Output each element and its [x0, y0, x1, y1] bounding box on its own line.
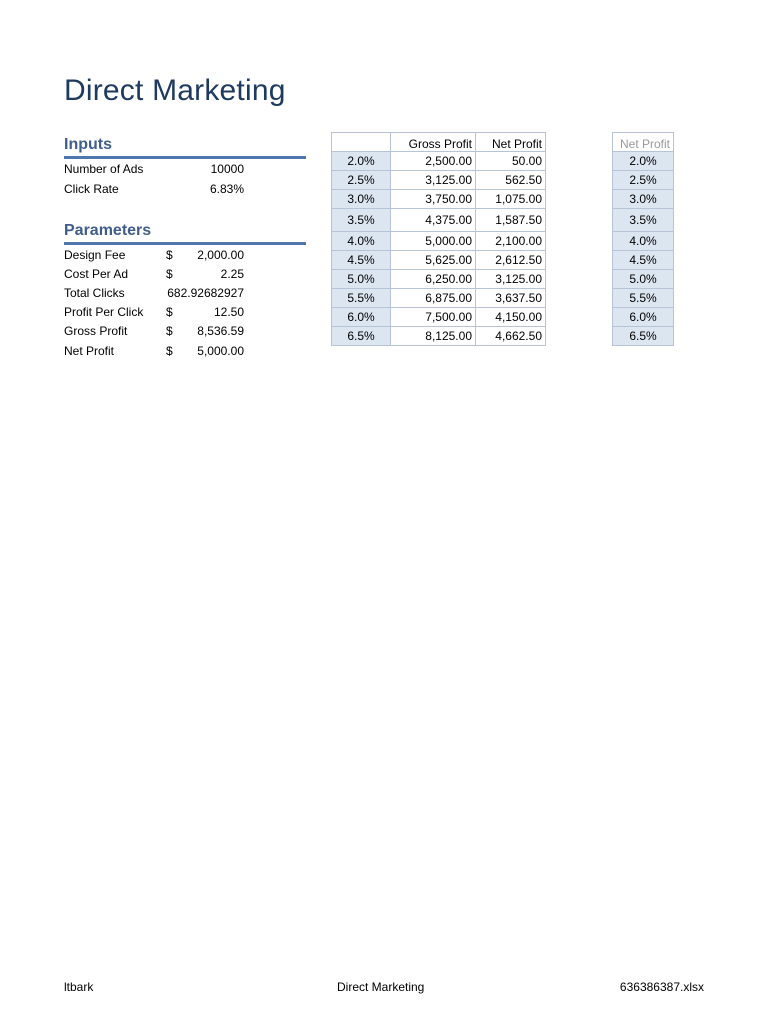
gross-profit-cell[interactable]: 6,250.00	[391, 270, 476, 289]
footer-author: ltbark	[64, 980, 94, 994]
net-profit-cell[interactable]: 3,637.50	[476, 289, 546, 308]
net-profit-cell[interactable]: 4,150.00	[476, 308, 546, 327]
currency-symbol: $	[166, 267, 173, 281]
footer-file-name: 636386387.xlsx	[619, 980, 704, 994]
side-rate-cell[interactable]: 4.0%	[613, 232, 674, 251]
table-row	[332, 308, 546, 327]
gross-profit-cell[interactable]: 4,375.00	[391, 209, 476, 232]
currency-symbol: $	[166, 324, 173, 338]
side-table-row	[613, 308, 674, 327]
side-table-row	[613, 152, 674, 171]
side-rate-cell[interactable]: 5.0%	[613, 270, 674, 289]
currency-symbol: $	[166, 305, 173, 319]
side-table-row	[613, 171, 674, 190]
param-label: Profit Per Click	[64, 305, 144, 319]
param-row-profit-per-click	[64, 303, 244, 321]
side-table-header-row	[613, 133, 674, 152]
header-cell-blank[interactable]	[332, 133, 391, 152]
table-row	[332, 327, 546, 346]
rate-cell[interactable]: 4.0%	[332, 232, 391, 251]
header-cell-net-profit[interactable]: Net Profit	[476, 133, 546, 152]
side-rate-cell[interactable]: 3.5%	[613, 209, 674, 232]
input-value[interactable]: 6.83%	[209, 182, 244, 196]
rate-cell[interactable]: 3.5%	[332, 209, 391, 232]
table-row	[332, 190, 546, 209]
param-label: Design Fee	[64, 248, 126, 262]
param-value[interactable]: 2.25	[220, 267, 244, 281]
parameters-heading: Parameters	[64, 222, 306, 245]
side-table-row	[613, 327, 674, 346]
page-title: Direct Marketing	[64, 74, 286, 107]
net-profit-cell[interactable]: 1,075.00	[476, 190, 546, 209]
table-row	[332, 270, 546, 289]
param-value[interactable]: 2,000.00	[197, 248, 244, 262]
net-profit-cell[interactable]: 4,662.50	[476, 327, 546, 346]
side-table-row	[613, 251, 674, 270]
input-label: Click Rate	[64, 182, 119, 196]
side-rate-cell[interactable]: 6.5%	[613, 327, 674, 346]
data-table	[331, 132, 546, 346]
side-rate-cell[interactable]: 6.0%	[613, 308, 674, 327]
param-row-net-profit	[64, 342, 244, 360]
param-label: Cost Per Ad	[64, 267, 129, 281]
gross-profit-cell[interactable]: 7,500.00	[391, 308, 476, 327]
param-label: Gross Profit	[64, 324, 128, 338]
input-row-number-of-ads	[64, 160, 244, 178]
rate-cell[interactable]: 3.0%	[332, 190, 391, 209]
gross-profit-cell[interactable]: 8,125.00	[391, 327, 476, 346]
net-profit-cell[interactable]: 2,612.50	[476, 251, 546, 270]
rate-cell[interactable]: 2.5%	[332, 171, 391, 190]
param-value[interactable]: 8,536.59	[197, 324, 244, 338]
gross-profit-cell[interactable]: 6,875.00	[391, 289, 476, 308]
param-value[interactable]: 682.92682927	[167, 286, 244, 300]
gross-profit-cell[interactable]: 2,500.00	[391, 152, 476, 171]
side-rate-cell[interactable]: 3.0%	[613, 190, 674, 209]
input-row-click-rate	[64, 180, 244, 198]
header-cell-gross-profit[interactable]: Gross Profit	[391, 133, 476, 152]
gross-profit-cell[interactable]: 3,750.00	[391, 190, 476, 209]
param-row-cost-per-ad	[64, 265, 244, 283]
table-row	[332, 251, 546, 270]
rate-cell[interactable]: 6.0%	[332, 308, 391, 327]
input-label: Number of Ads	[64, 162, 144, 176]
side-table-row	[613, 232, 674, 251]
side-rate-cell[interactable]: 5.5%	[613, 289, 674, 308]
table-row	[332, 171, 546, 190]
net-profit-cell[interactable]: 2,100.00	[476, 232, 546, 251]
net-profit-cell[interactable]: 50.00	[476, 152, 546, 171]
side-table-row	[613, 270, 674, 289]
side-rate-cell[interactable]: 4.5%	[613, 251, 674, 270]
side-table-row	[613, 190, 674, 209]
gross-profit-cell[interactable]: 3,125.00	[391, 171, 476, 190]
net-profit-cell[interactable]: 562.50	[476, 171, 546, 190]
side-rate-cell[interactable]: 2.5%	[613, 171, 674, 190]
table-row	[332, 152, 546, 171]
table-row	[332, 232, 546, 251]
rate-cell[interactable]: 5.5%	[332, 289, 391, 308]
net-profit-cell[interactable]: 3,125.00	[476, 270, 546, 289]
currency-symbol: $	[166, 248, 173, 262]
side-rate-cell[interactable]: 2.0%	[613, 152, 674, 171]
rate-cell[interactable]: 2.0%	[332, 152, 391, 171]
param-label: Net Profit	[64, 344, 115, 358]
side-table	[612, 132, 674, 346]
side-table-row	[613, 289, 674, 308]
param-row-design-fee	[64, 246, 244, 264]
input-value[interactable]: 10000	[210, 162, 244, 176]
rate-cell[interactable]: 5.0%	[332, 270, 391, 289]
param-value[interactable]: 12.50	[213, 305, 244, 319]
gross-profit-cell[interactable]: 5,625.00	[391, 251, 476, 270]
gross-profit-cell[interactable]: 5,000.00	[391, 232, 476, 251]
param-label: Total Clicks	[64, 286, 125, 300]
param-value[interactable]: 5,000.00	[197, 344, 244, 358]
rate-cell[interactable]: 6.5%	[332, 327, 391, 346]
side-table-row	[613, 209, 674, 232]
param-row-total-clicks	[64, 284, 244, 302]
currency-symbol: $	[166, 344, 173, 358]
inputs-heading: Inputs	[64, 136, 306, 159]
footer-sheet-name: Direct Marketing	[337, 980, 425, 994]
side-header-net-profit[interactable]: Net Profit	[613, 133, 674, 152]
table-row	[332, 289, 546, 308]
net-profit-cell[interactable]: 1,587.50	[476, 209, 546, 232]
rate-cell[interactable]: 4.5%	[332, 251, 391, 270]
table-row	[332, 209, 546, 232]
param-row-gross-profit	[64, 322, 244, 340]
table-header-row	[332, 133, 546, 152]
